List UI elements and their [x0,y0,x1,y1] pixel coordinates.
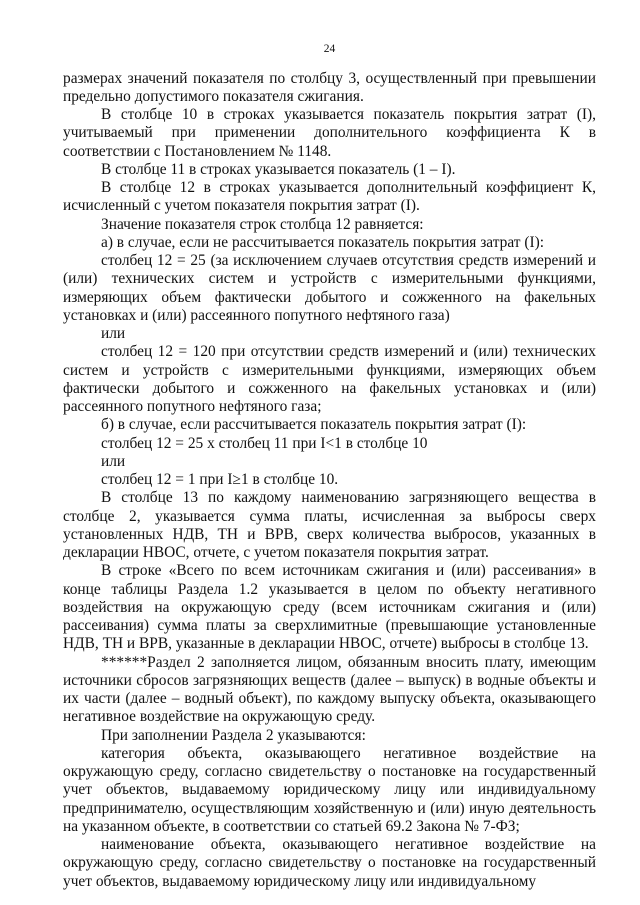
paragraph: или [101,325,126,342]
paragraph: В столбце 10 в строках указывается показатель покрытия затрат (I), учитываемый при применении дополнительного коэффициента К в соответствии с Постановлением № 1148. [63,106,596,160]
paragraph: В строке «Всего по всем источникам сжигания и (или) рассеивания» в конце таблицы Раздела 1.2 указывается в целом по объекту негативного воздействия на окружающую среду (всем источникам сжигания и (или) рассеивания) сумма платы за сверхлимитные (превышающие установленные НДВ, ТН и ВРВ, указанные в декларации НВОС, отчете) выбросы в столбце 13. [63,562,596,653]
document-body [63,70,596,891]
paragraph: размерах значений показателя по столбцу 3, осуществленный при превышении предельно допустимого показателя сжигания. [63,69,596,105]
paragraph: б) в случае, если рассчитывается показатель покрытия затрат (I): [101,416,527,434]
page-number: 24 [323,43,336,55]
paragraph: столбец 12 = 120 при отсутствии средств измерений и (или) технических систем и устройств с измерительными функциями, измеряющих объем фактически добытого и сожженного на факельных установках и (или) рассеянного попутного нефтяного газа; [63,343,596,415]
paragraph: а) в случае, если не рассчитывается показатель покрытия затрат (I): [101,233,545,251]
paragraph: столбец 12 = 25 (за исключением случаев отсутствия средств измерений и (или) технических систем и устройств с измерительными функциями, измеряющих объем фактически добытого и сожженного на факельных установках и (или) рассеянного попутного нефтяного газа) [63,252,596,324]
paragraph: Значение показателя строк столбца 12 равняется: [101,215,424,233]
paragraph: или [101,452,126,470]
paragraph: столбец 12 = 25 х столбец 11 при I<1 в столбце 10 [101,434,428,452]
paragraph: В столбце 13 по каждому наименованию загрязняющего вещества в столбце 2, указывается сумма платы, исчисленная за выбросы сверх установленных НДВ, ТН и ВРВ, сверх количества выбросов, указанных в декларации НВОС, отчете, с учетом показателя покрытия затрат. [63,489,596,561]
paragraph: категория объекта, оказывающего негативное воздействие на окружающую среду, согласно свидетельству о постановке на государственный учет объектов, выдаваемому юридическому лицу или индивидуальному предпринимателю, осуществляющим хозяйственную и (или) иную деятельность на указанном объекте, в соответствии со статьей 69.2 Закона № 7-ФЗ; [63,744,596,835]
paragraph: В столбце 11 в строках указывается показатель (1 – I). [101,160,456,178]
paragraph: ******Раздел 2 заполняется лицом, обязанным вносить плату, имеющим источники сбросов загрязняющих веществ (далее – выпуск) в водные объекты и их части (далее – водный объект), по каждому выпуску объекта, оказывающего негативное воздействие на окружающую среду. [63,653,596,726]
paragraph: При заполнении Раздела 2 указываются: [101,726,366,744]
paragraph: столбец 12 = 1 при I≥1 в столбце 10. [101,471,339,488]
paragraph: наименование объекта, оказывающего негативное воздействие на окружающую среду, согласно свидетельству о постановке на государственный учет объектов, выдаваемому юридическому лицу или индивидуальному [63,836,596,890]
paragraph: В столбце 12 в строках указывается дополнительный коэффициент К, исчисленный с учетом показателя покрытия затрат (I). [63,179,596,215]
